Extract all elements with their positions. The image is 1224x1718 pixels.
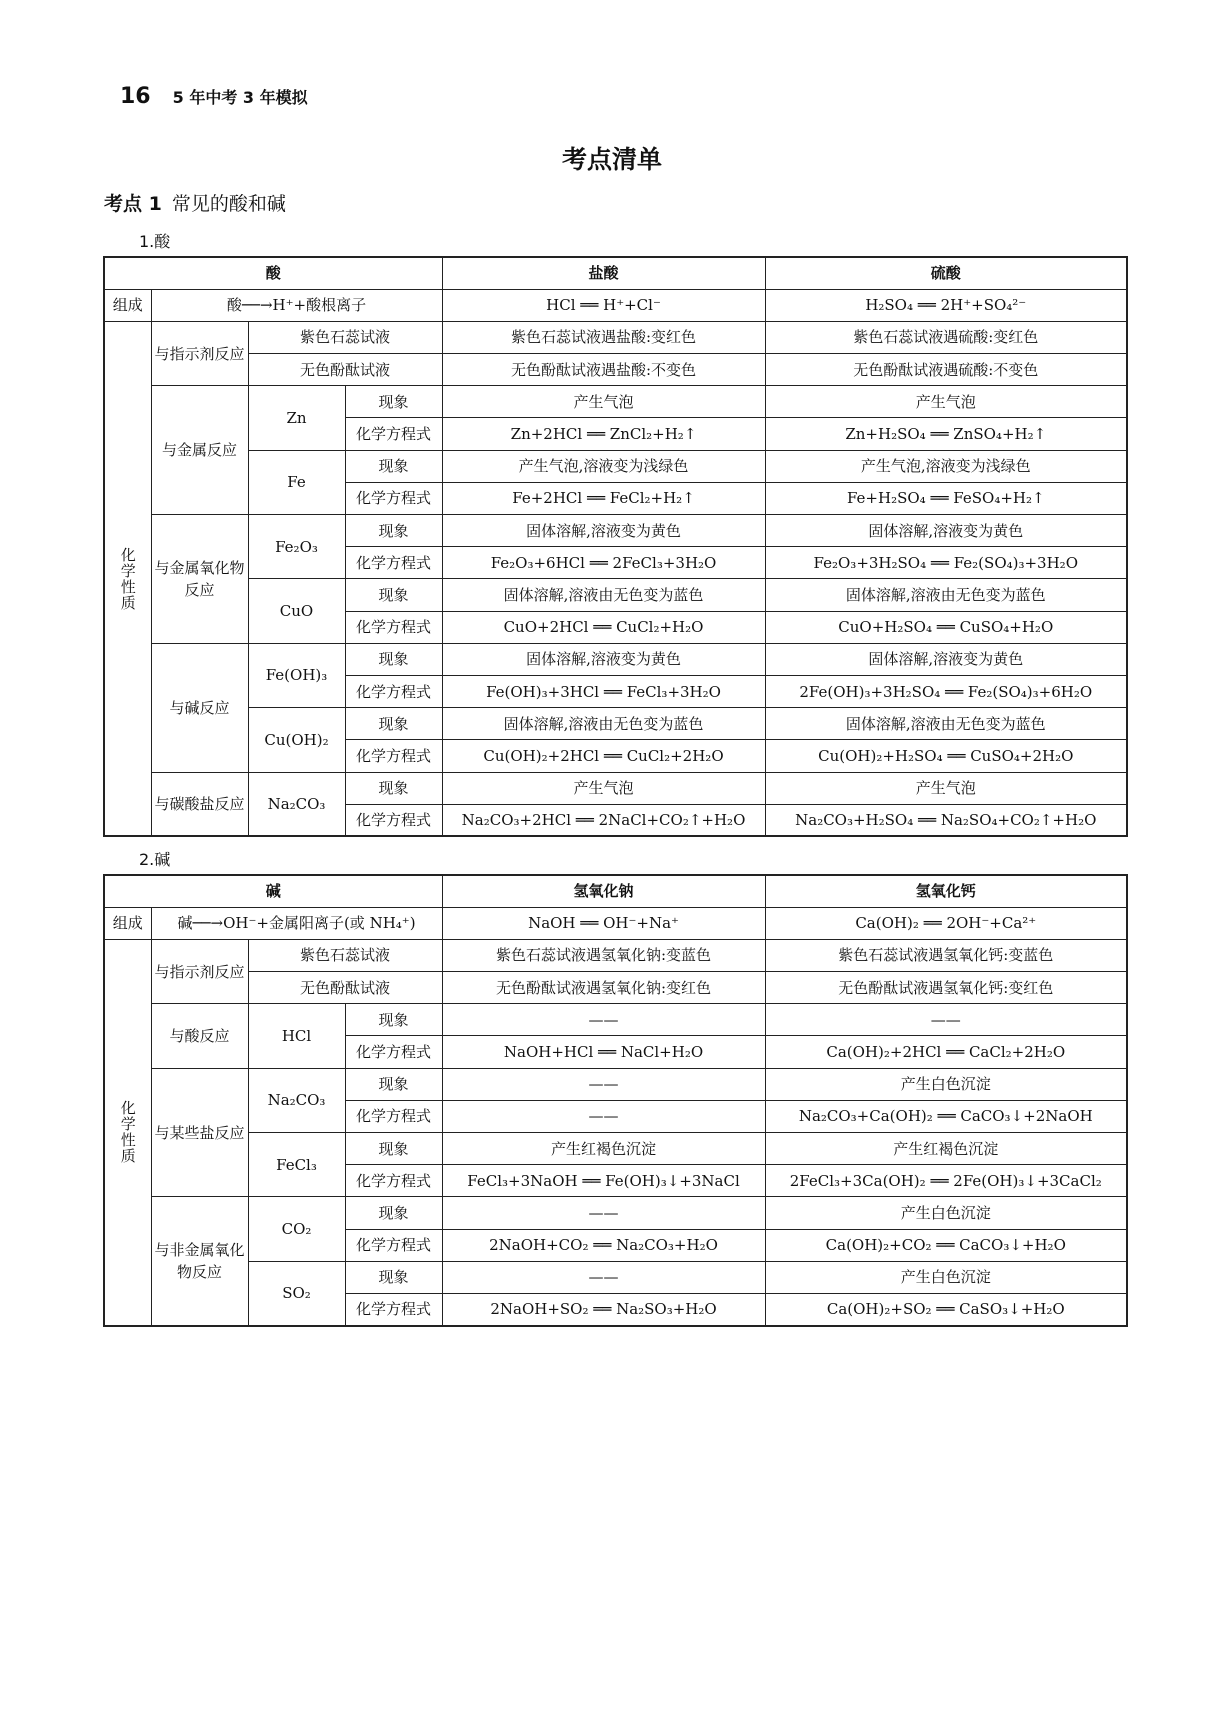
book-title: 5 年中考 3 年模拟 — [172, 88, 308, 107]
reagent-cell: SO₂ — [248, 1261, 345, 1325]
value-hcl: Zn+2HCl ══ ZnCl₂+H₂↑ — [442, 418, 765, 450]
value-naoh: FeCl₃+3NaOH ══ Fe(OH)₃↓+3NaCl — [442, 1165, 765, 1197]
row-kind: 现象 — [345, 772, 442, 804]
row-kind: 化学方程式 — [345, 1293, 442, 1325]
page-number: 16 — [120, 84, 151, 109]
value-h2so4: Zn+H₂SO₄ ══ ZnSO₄+H₂↑ — [765, 418, 1127, 450]
value-caoh2: 2FeCl₃+3Ca(OH)₂ ══ 2Fe(OH)₃↓+3CaCl₂ — [765, 1165, 1127, 1197]
composition-h2so4: H₂SO₄ ══ 2H⁺+SO₄²⁻ — [765, 289, 1127, 321]
value-h2so4: 产生气泡,溶液变为浅绿色 — [765, 450, 1127, 482]
reaction-row — [104, 1261, 1127, 1293]
reagent-cell: Fe₂O₃ — [248, 515, 345, 579]
composition-row — [104, 289, 1127, 321]
indicator-naoh: 无色酚酞试液遇氢氧化钠:变红色 — [442, 972, 765, 1004]
reaction-row — [104, 772, 1127, 804]
column-header: 硫酸 — [765, 257, 1127, 289]
indicator-item: 紫色石蕊试液 — [248, 321, 442, 353]
value-h2so4: 产生气泡 — [765, 386, 1127, 418]
column-header: 氢氧化钙 — [765, 875, 1127, 907]
reaction-row — [104, 450, 1127, 482]
indicator-h2so4: 无色酚酞试液遇硫酸:不变色 — [765, 354, 1127, 386]
section-heading — [104, 189, 286, 216]
reaction-row — [104, 579, 1127, 611]
group-label: 与非金属氧化物反应 — [151, 1197, 248, 1326]
value-hcl: 产生气泡,溶液变为浅绿色 — [442, 450, 765, 482]
row-kind: 化学方程式 — [345, 418, 442, 450]
indicator-naoh: 紫色石蕊试液遇氢氧化钠:变蓝色 — [442, 939, 765, 971]
value-h2so4: Fe+H₂SO₄ ══ FeSO₄+H₂↑ — [765, 482, 1127, 514]
value-h2so4: 产生气泡 — [765, 772, 1127, 804]
indicator-item: 无色酚酞试液 — [248, 972, 442, 1004]
row-kind: 化学方程式 — [345, 1036, 442, 1068]
indicator-item: 无色酚酞试液 — [248, 354, 442, 386]
value-hcl: 产生气泡 — [442, 772, 765, 804]
row-kind: 化学方程式 — [345, 675, 442, 707]
value-h2so4: Fe₂O₃+3H₂SO₄ ══ Fe₂(SO₄)₃+3H₂O — [765, 547, 1127, 579]
row-kind: 现象 — [345, 643, 442, 675]
value-hcl: CuO+2HCl ══ CuCl₂+H₂O — [442, 611, 765, 643]
value-naoh: —— — [442, 1068, 765, 1100]
value-caoh2: 产生白色沉淀 — [765, 1068, 1127, 1100]
value-caoh2: Ca(OH)₂+CO₂ ══ CaCO₃↓+H₂O — [765, 1229, 1127, 1261]
column-header: 盐酸 — [442, 257, 765, 289]
value-h2so4: 固体溶解,溶液由无色变为蓝色 — [765, 579, 1127, 611]
value-h2so4: 固体溶解,溶液变为黄色 — [765, 643, 1127, 675]
row-kind: 化学方程式 — [345, 1229, 442, 1261]
indicator-row — [104, 972, 1127, 1004]
reagent-cell: FeCl₃ — [248, 1133, 345, 1197]
value-hcl: 产生气泡 — [442, 386, 765, 418]
row-kind: 化学方程式 — [345, 482, 442, 514]
value-naoh: —— — [442, 1261, 765, 1293]
value-caoh2: Ca(OH)₂+2HCl ══ CaCl₂+2H₂O — [765, 1036, 1127, 1068]
value-caoh2: —— — [765, 1004, 1127, 1036]
reaction-row — [104, 515, 1127, 547]
value-hcl: 固体溶解,溶液变为黄色 — [442, 643, 765, 675]
value-naoh: NaOH+HCl ══ NaCl+H₂O — [442, 1036, 765, 1068]
reaction-row — [104, 1004, 1127, 1036]
value-h2so4: Na₂CO₃+H₂SO₄ ══ Na₂SO₄+CO₂↑+H₂O — [765, 804, 1127, 836]
chem-prop-label: 化学性质 — [104, 939, 151, 1325]
reaction-row — [104, 386, 1127, 418]
value-naoh: —— — [442, 1100, 765, 1132]
reaction-row — [104, 1068, 1127, 1100]
value-naoh: 2NaOH+CO₂ ══ Na₂CO₃+H₂O — [442, 1229, 765, 1261]
value-caoh2: 产生白色沉淀 — [765, 1261, 1127, 1293]
value-h2so4: 固体溶解,溶液由无色变为蓝色 — [765, 708, 1127, 740]
composition-naoh: NaOH ══ OH⁻+Na⁺ — [442, 907, 765, 939]
value-hcl: 固体溶解,溶液由无色变为蓝色 — [442, 579, 765, 611]
value-naoh: 产生红褐色沉淀 — [442, 1133, 765, 1165]
reaction-row — [104, 708, 1127, 740]
page-header — [120, 84, 308, 109]
row-kind: 化学方程式 — [345, 611, 442, 643]
reaction-row — [104, 1133, 1127, 1165]
column-header: 酸 — [104, 257, 442, 289]
row-kind: 现象 — [345, 450, 442, 482]
chem-prop-label: 化学性质 — [104, 321, 151, 836]
indicator-h2so4: 紫色石蕊试液遇硫酸:变红色 — [765, 321, 1127, 353]
composition-general: 碱──→OH⁻+金属阳离子(或 NH₄⁺) — [151, 907, 442, 939]
row-kind: 化学方程式 — [345, 804, 442, 836]
reagent-cell: HCl — [248, 1004, 345, 1068]
indicator-caoh2: 紫色石蕊试液遇氢氧化钙:变蓝色 — [765, 939, 1127, 971]
group-label: 与金属氧化物反应 — [151, 515, 248, 644]
reagent-cell: Na₂CO₃ — [248, 1068, 345, 1132]
reagent-cell: Fe(OH)₃ — [248, 643, 345, 707]
group-label: 与金属反应 — [151, 386, 248, 515]
base-table — [103, 874, 1128, 1327]
row-kind: 现象 — [345, 1133, 442, 1165]
reagent-cell: CuO — [248, 579, 345, 643]
value-h2so4: CuO+H₂SO₄ ══ CuSO₄+H₂O — [765, 611, 1127, 643]
indicator-row — [104, 939, 1127, 971]
reaction-row — [104, 643, 1127, 675]
indicator-hcl: 紫色石蕊试液遇盐酸:变红色 — [442, 321, 765, 353]
row-kind: 化学方程式 — [345, 740, 442, 772]
header-row — [104, 875, 1127, 907]
row-kind: 现象 — [345, 1197, 442, 1229]
row-kind: 化学方程式 — [345, 1165, 442, 1197]
composition-row — [104, 907, 1127, 939]
value-h2so4: 2Fe(OH)₃+3H₂SO₄ ══ Fe₂(SO₄)₃+6H₂O — [765, 675, 1127, 707]
value-caoh2: Ca(OH)₂+SO₂ ══ CaSO₃↓+H₂O — [765, 1293, 1127, 1325]
row-kind: 现象 — [345, 1004, 442, 1036]
composition-label: 组成 — [104, 907, 151, 939]
page-title: 考点清单 — [561, 145, 662, 174]
base-heading: 2.碱 — [139, 850, 171, 869]
value-naoh: —— — [442, 1197, 765, 1229]
value-hcl: Na₂CO₃+2HCl ══ 2NaCl+CO₂↑+H₂O — [442, 804, 765, 836]
column-header: 氢氧化钠 — [442, 875, 765, 907]
section-label: 考点 1 — [104, 193, 162, 215]
composition-hcl: HCl ══ H⁺+Cl⁻ — [442, 289, 765, 321]
group-label: 与碱反应 — [151, 643, 248, 772]
row-kind: 现象 — [345, 1068, 442, 1100]
indicator-row — [104, 354, 1127, 386]
value-hcl: Fe(OH)₃+3HCl ══ FeCl₃+3H₂O — [442, 675, 765, 707]
column-header: 碱 — [104, 875, 442, 907]
value-hcl: Fe+2HCl ══ FeCl₂+H₂↑ — [442, 482, 765, 514]
reagent-cell: Cu(OH)₂ — [248, 708, 345, 772]
value-caoh2: Na₂CO₃+Ca(OH)₂ ══ CaCO₃↓+2NaOH — [765, 1100, 1127, 1132]
row-kind: 化学方程式 — [345, 547, 442, 579]
acid-heading: 1.酸 — [139, 232, 171, 251]
value-naoh: —— — [442, 1004, 765, 1036]
indicator-caoh2: 无色酚酞试液遇氢氧化钙:变红色 — [765, 972, 1127, 1004]
value-h2so4: 固体溶解,溶液变为黄色 — [765, 515, 1127, 547]
value-hcl: Cu(OH)₂+2HCl ══ CuCl₂+2H₂O — [442, 740, 765, 772]
value-hcl: Fe₂O₃+6HCl ══ 2FeCl₃+3H₂O — [442, 547, 765, 579]
reagent-cell: Na₂CO₃ — [248, 772, 345, 836]
indicator-label: 与指示剂反应 — [151, 939, 248, 1003]
reagent-cell: Fe — [248, 450, 345, 514]
value-hcl: 固体溶解,溶液变为黄色 — [442, 515, 765, 547]
value-caoh2: 产生白色沉淀 — [765, 1197, 1127, 1229]
composition-label: 组成 — [104, 289, 151, 321]
reagent-cell: Zn — [248, 386, 345, 450]
indicator-item: 紫色石蕊试液 — [248, 939, 442, 971]
row-kind: 化学方程式 — [345, 1100, 442, 1132]
group-label: 与某些盐反应 — [151, 1068, 248, 1197]
row-kind: 现象 — [345, 386, 442, 418]
indicator-hcl: 无色酚酞试液遇盐酸:不变色 — [442, 354, 765, 386]
row-kind: 现象 — [345, 1261, 442, 1293]
value-naoh: 2NaOH+SO₂ ══ Na₂SO₃+H₂O — [442, 1293, 765, 1325]
composition-general: 酸──→H⁺+酸根离子 — [151, 289, 442, 321]
row-kind: 现象 — [345, 579, 442, 611]
row-kind: 现象 — [345, 515, 442, 547]
value-caoh2: 产生红褐色沉淀 — [765, 1133, 1127, 1165]
row-kind: 现象 — [345, 708, 442, 740]
reagent-cell: CO₂ — [248, 1197, 345, 1261]
value-hcl: 固体溶解,溶液由无色变为蓝色 — [442, 708, 765, 740]
section-name: 常见的酸和碱 — [171, 193, 286, 215]
composition-caoh2: Ca(OH)₂ ══ 2OH⁻+Ca²⁺ — [765, 907, 1127, 939]
acid-table — [103, 256, 1128, 837]
group-label: 与酸反应 — [151, 1004, 248, 1068]
value-h2so4: Cu(OH)₂+H₂SO₄ ══ CuSO₄+2H₂O — [765, 740, 1127, 772]
reaction-row — [104, 1197, 1127, 1229]
indicator-label: 与指示剂反应 — [151, 321, 248, 385]
indicator-row — [104, 321, 1127, 353]
group-label: 与碳酸盐反应 — [151, 772, 248, 836]
header-row — [104, 257, 1127, 289]
